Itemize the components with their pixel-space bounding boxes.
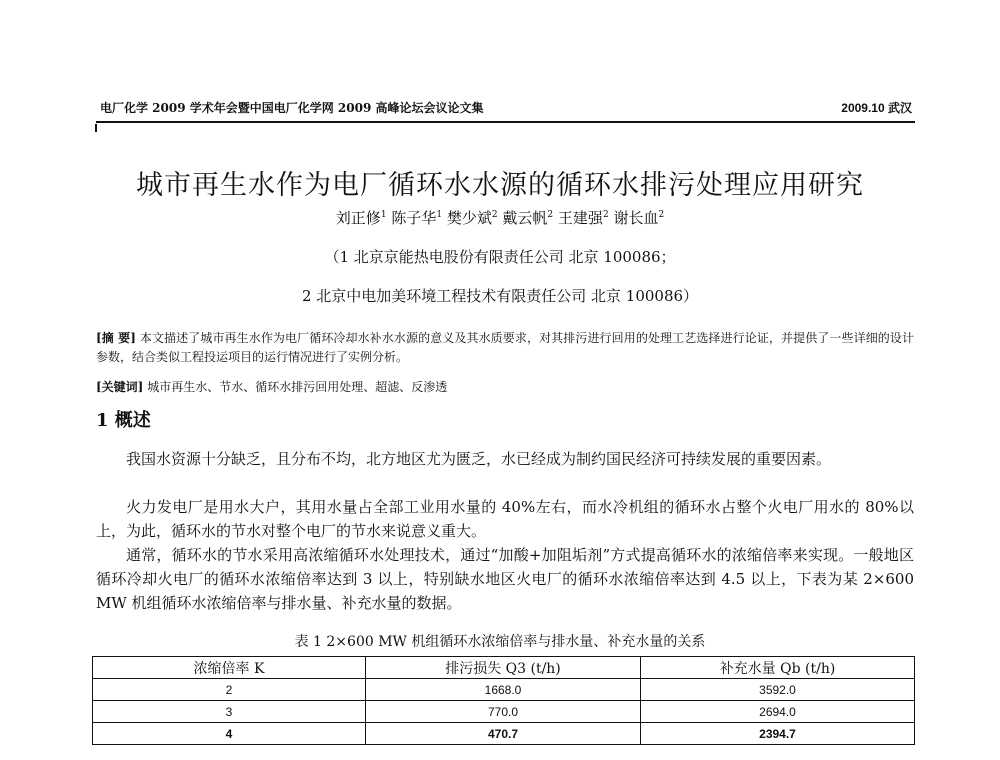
body-paragraph: 通常，循环水的节水采用高浓缩循环水处理技术，通过“加酸+加阻垢剂”方式提高循环水的浓缩倍率来实现。一般地区循环冷却火电厂的循环水浓缩倍率达到 3 以上，特别缺水地区火电厂的循环水浓缩倍率达到 4.5 以上，下表为某 2×600 MW 机组循环水浓缩倍率与排水量、补充水量的数据。 bbox=[96, 546, 914, 612]
table-header-cell: 排污损失 Q3 (t/h) bbox=[366, 657, 641, 679]
table-cell: 2 bbox=[93, 679, 366, 701]
keywords bbox=[96, 378, 914, 395]
table-cell: 3 bbox=[93, 701, 366, 723]
author: 王建强$^2$ bbox=[557, 209, 609, 227]
affiliation-2: 2 北京中电加美环境工程技术有限责任公司 北京 100086） bbox=[301, 287, 699, 305]
author: 戴云帆$^2$ bbox=[502, 209, 554, 227]
margin-mark bbox=[95, 124, 97, 132]
header-date: 2009.10 武汉 bbox=[841, 101, 912, 115]
running-header bbox=[100, 99, 912, 116]
table-row bbox=[93, 679, 915, 701]
abstract-text: 本文描述了城市再生水作为电厂循环冷却水补水水源的意义及其水质要求，对其排污进行回用的处理工艺选择进行论证，并提供了一些详细的设计参数，结合类似工程投运项目的运行情况进行了实例分析。 bbox=[96, 331, 914, 364]
table-cell: 770.0 bbox=[366, 701, 641, 723]
table-cell: 2694.0 bbox=[641, 701, 915, 723]
table-cell: 1668.0 bbox=[366, 679, 641, 701]
table-row bbox=[93, 723, 915, 745]
author: 谢长血$^2$ bbox=[613, 209, 665, 227]
data-table bbox=[92, 656, 915, 745]
author-list bbox=[0, 207, 1000, 228]
author: 刘正修$^1$ bbox=[335, 209, 387, 227]
table-cell: 4 bbox=[93, 723, 366, 745]
abstract-label: [摘 要] bbox=[96, 331, 136, 345]
paper-title: 城市再生水作为电厂循环水水源的循环水排污处理应用研究 bbox=[136, 170, 864, 201]
keywords-text: 城市再生水、节水、循环水排污回用处理、超滤、反渗透 bbox=[147, 380, 448, 394]
table-cell: 3592.0 bbox=[641, 679, 915, 701]
table-cell: 470.7 bbox=[366, 723, 641, 745]
author: 樊少斌$^2$ bbox=[446, 209, 498, 227]
section-heading: 1 概述 bbox=[96, 410, 151, 431]
header-rule bbox=[96, 121, 915, 123]
body-paragraph: 火力发电厂是用水大户，其用水量占全部工业用水量的 40%左右，而水冷机组的循环水占整个火电厂用水的 80%以上，为此，循环水的节水对整个电厂的节水来说意义重大。 bbox=[96, 498, 914, 540]
table-caption: 表 1 2×600 MW 机组循环水浓缩倍率与排水量、补充水量的关系 bbox=[294, 634, 706, 650]
table-row bbox=[93, 701, 915, 723]
proceedings-title: 电厂化学 2009 学术年会暨中国电厂化学网 2009 高峰论坛会议论文集 bbox=[100, 101, 484, 115]
table-cell: 2394.7 bbox=[641, 723, 915, 745]
table-header-cell: 浓缩倍率 K bbox=[93, 657, 366, 679]
body-paragraph: 我国水资源十分缺乏，且分布不均，北方地区尤为匮乏，水已经成为制约国民经济可持续发展的重要因素。 bbox=[126, 450, 832, 468]
table-header-row bbox=[93, 657, 915, 679]
keywords-label: [关键词] bbox=[96, 380, 144, 394]
author: 陈子华$^1$ bbox=[391, 209, 443, 227]
affiliation-1: （1 北京京能热电股份有限责任公司 北京 100086； bbox=[324, 248, 676, 266]
table-header-cell: 补充水量 Qb (t/h) bbox=[641, 657, 915, 679]
abstract bbox=[96, 329, 914, 367]
